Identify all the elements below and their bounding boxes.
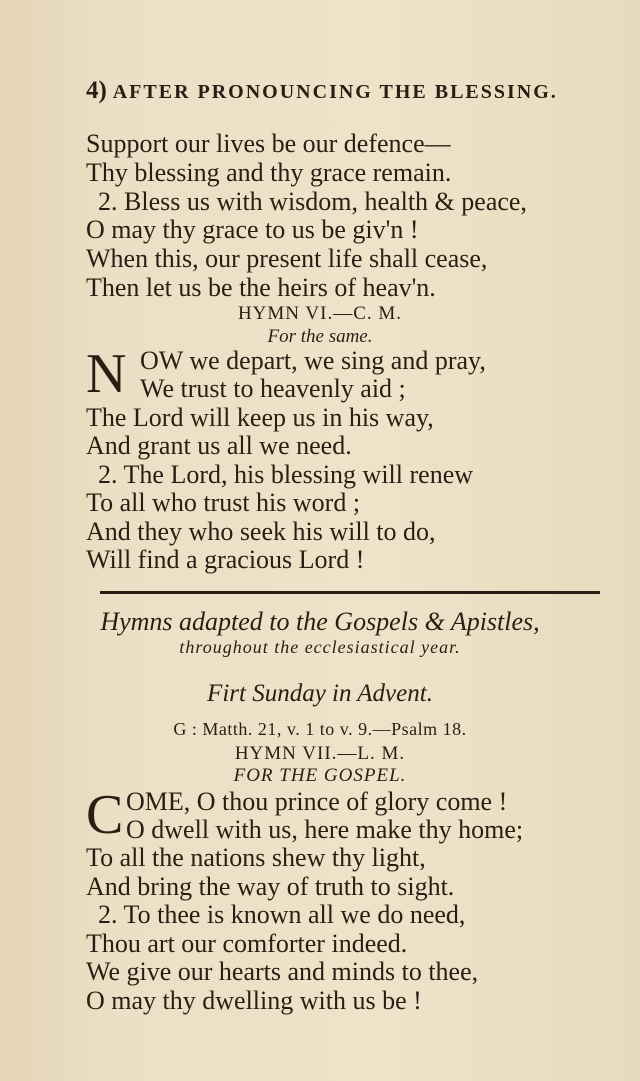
verse-line: When this, our present life shall cease, [86,244,488,273]
verse-line: Thou art our comforter indeed. [86,929,408,958]
verse-line: And they who seek his will to do, [86,517,436,546]
section-title: Hymns adapted to the Gospels & Apistles, [100,607,540,636]
verse-line: OW we depart, we sing and pray, [140,346,486,375]
verse-line: Will find a gracious Lord ! [86,545,365,574]
verse-line: O dwell with us, here make thy home; [126,815,524,844]
drop-cap: N [86,343,127,405]
verse-line: And grant us all we need. [86,431,352,460]
verse-line: We trust to heavenly aid ; [140,374,406,403]
hymn-subtitle: FOR THE GOSPEL. [233,765,407,786]
page-number: 4) [86,77,107,104]
running-title: AFTER PRONOUNCING THE BLESSING. [112,81,558,103]
drop-cap: C [86,784,124,846]
section-divider [100,591,600,594]
verse-line: Then let us be the heirs of heav'n. [86,273,436,302]
verse-line: To all the nations shew thy light, [86,843,426,872]
sunday-heading: Firt Sunday in Advent. [207,680,433,707]
hymn-subtitle: For the same. [267,326,373,347]
verse-line: Support our lives be our defence— [86,129,451,158]
running-head [86,77,558,105]
verse-line: To all who trust his word ; [86,488,361,517]
verse-line: 2. To thee is known all we do need, [98,900,466,929]
scripture-reference: G : Matth. 21, v. 1 to v. 9.—Psalm 18. [173,719,467,739]
section-subtitle: throughout the ecclesiastical year. [179,637,461,657]
hymn-title: HYMN VII.—L. M. [234,743,406,764]
verse-line: Thy blessing and thy grace remain. [86,158,452,187]
verse-line: We give our hearts and minds to thee, [86,957,479,986]
verse-line: And bring the way of truth to sight. [86,872,455,901]
verse-line: 2. Bless us with wisdom, health & peace, [98,187,527,216]
verse-line: 2. The Lord, his blessing will renew [98,460,474,489]
verse-line: O may thy dwelling with us be ! [86,986,422,1015]
verse-line: The Lord will keep us in his way, [86,403,434,432]
verse-line: O may thy grace to us be giv'n ! [86,215,419,244]
hymn-title: HYMN VI.—C. M. [237,303,403,324]
verse-line: OME, O thou prince of glory come ! [126,787,508,816]
